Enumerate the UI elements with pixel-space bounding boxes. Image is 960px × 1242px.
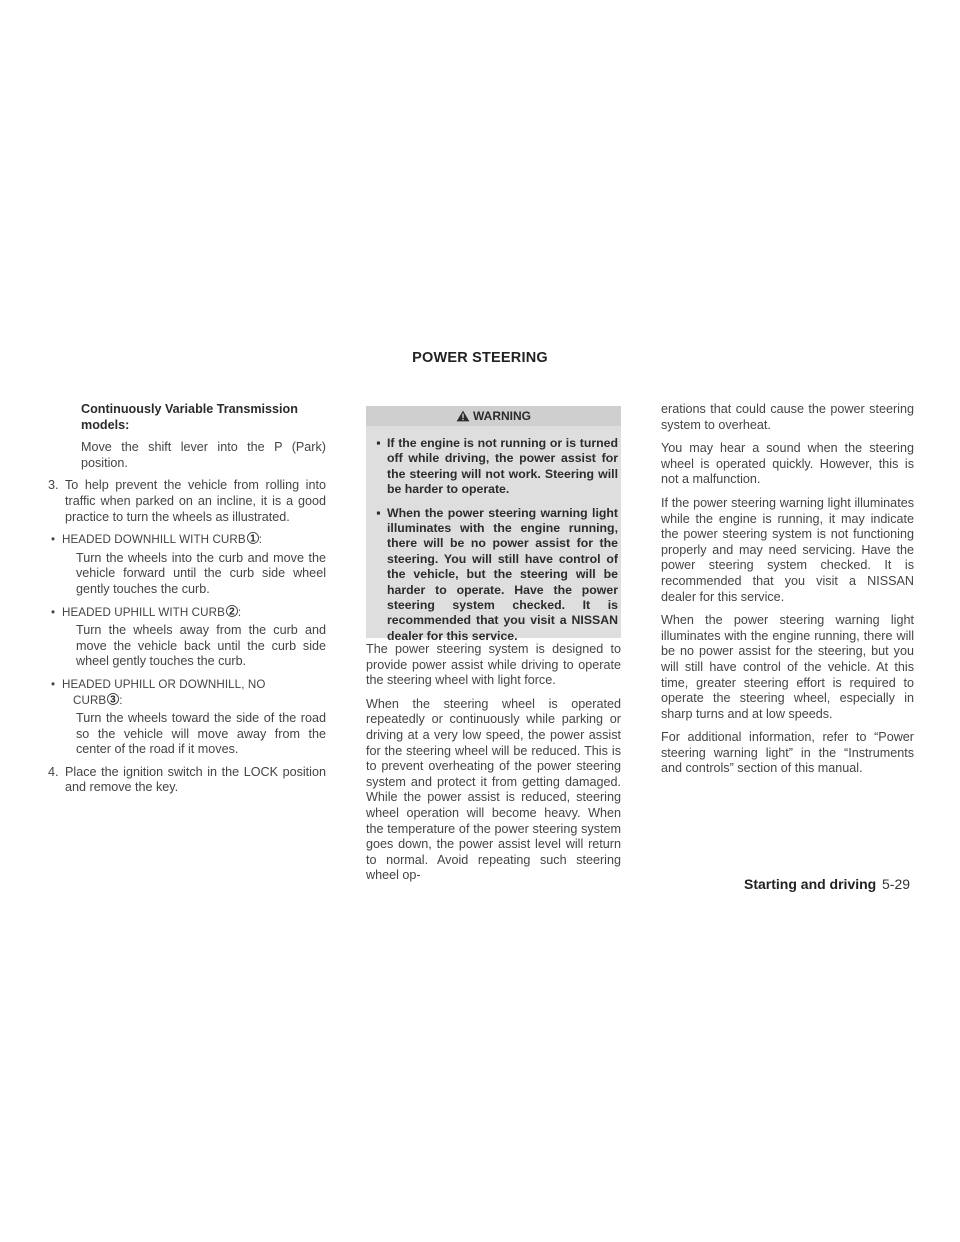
svg-text:3: 3	[110, 694, 117, 705]
item-text: To help prevent the vehicle from rolling into traffic when parked on an incline, it is a good practice to turn the wheels as illustrated.	[65, 478, 326, 524]
warning-title: WARNING	[473, 409, 531, 423]
column-1	[48, 402, 326, 796]
svg-text:2: 2	[229, 606, 235, 617]
callout-3-icon	[107, 693, 119, 705]
warning-item: ▪ If the engine is not running or is turned off while driving, the power assist for the steering will not work. Steering will be harder to operate.	[376, 436, 618, 497]
section-title: POWER STEERING	[412, 350, 548, 366]
paragraph: For additional information, refer to “Power steering warning light” in the “Instruments and controls” section of this manual.	[661, 730, 914, 776]
bullet-label: HEADED DOWNHILL WITH CURB	[62, 533, 246, 547]
bullet-downhill-curb: • HEADED DOWNHILL WITH CURB 1 :	[51, 533, 263, 547]
paragraph: The power steering system is designed to provide power assist while driving to operate the steering wheel with light force.	[366, 642, 621, 688]
warning-item: ▪ When the power steering warning light illuminates with the engine running, there will be no power assist for the steering. You will still have control of the vehicle, but the steering will be harder to operate. Have the power steering system checked. It is recommended that you visit a NISSAN dealer for this service.	[376, 505, 618, 643]
bullet-text: Turn the wheels into the curb and move the vehicle forward until the curb side wheel gently touches the curb.	[76, 550, 326, 596]
page-number: 5-29	[882, 876, 911, 892]
paragraph: If the power steering warning light illuminates while the engine is running, it may indicate the power steering system is not functioning properly and may need servicing. Have the power steering system checked. It is recommended that you visit a NISSAN dealer for this service.	[661, 495, 914, 604]
column-2	[366, 642, 621, 884]
paragraph: When the steering wheel is operated repeatedly or continuously while parking or driving at a very low speed, the power assist for the steering wheel will be reduced. This is to prevent overheating of the power steering system and protect it from getting damaged. While the power assist is reduced, steering wheel operation will become heavy. When the temperature of the power steering system goes down, the power assist level will return to normal. Avoid repeating such steering wheel op-	[366, 696, 621, 883]
item-number: 3.	[48, 478, 59, 493]
warning-header	[366, 406, 621, 426]
item-number: 4.	[48, 764, 59, 779]
warning-triangle-icon	[456, 408, 470, 428]
bullet-label: HEADED UPHILL OR DOWNHILL, NO	[62, 677, 266, 691]
bullet-uphill-curb: • HEADED UPHILL WITH CURB 2 :	[51, 605, 242, 619]
footer-section-name: Starting and driving	[744, 876, 877, 892]
callout-2-icon	[226, 605, 238, 617]
warning-list	[370, 436, 618, 644]
item-text: Place the ignition switch in the LOCK position and remove the key.	[65, 764, 326, 795]
paragraph: You may hear a sound when the steering wheel is operated quickly. However, this is not a malfunction.	[661, 441, 914, 487]
paragraph: When the power steering warning light illuminates with the engine running, there will be no power assist for the steering, but you will still have control of the vehicle. At this time, greater steering effort is required to operate the steering wheel, especially in sharp turns and at low speeds.	[661, 613, 914, 721]
list-item-3	[48, 478, 326, 525]
column-3	[661, 402, 914, 777]
bullet-text: Turn the wheels toward the side of the road so the vehicle will move away from the center of the road if it moves.	[76, 711, 326, 757]
bullet-text: Turn the wheels away from the curb and move the vehicle back until the curb side wheel gently touches the curb.	[76, 623, 326, 669]
cvt-heading: Continuously Variable Transmission models:	[81, 402, 298, 432]
cvt-text: Move the shift lever into the P (Park) position.	[81, 440, 326, 470]
svg-text:1: 1	[249, 533, 256, 545]
bullet-label: HEADED UPHILL WITH CURB	[62, 605, 225, 619]
bullet-no-curb: • HEADED UPHILL OR DOWNHILL, NO CURB 3 :	[48, 677, 326, 708]
list-item-4	[48, 765, 326, 796]
paragraph: erations that could cause the power steering system to overheat.	[661, 402, 914, 432]
callout-1-icon	[247, 532, 259, 544]
